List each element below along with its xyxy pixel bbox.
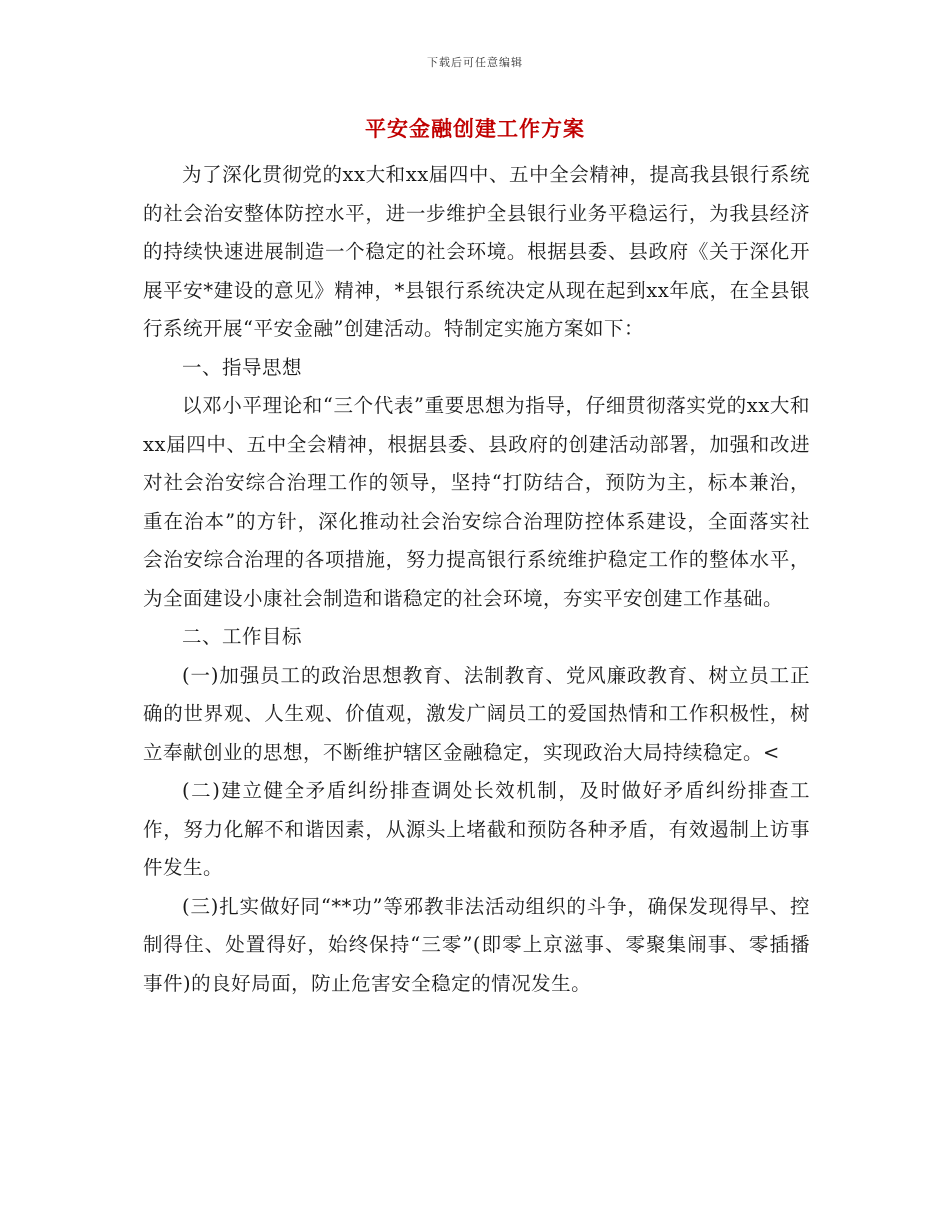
work-goal-item-2: (二)建立健全矛盾纠纷排查调处长效机制，及时做好矛盾纠纷排查工作，努力化解不和谐因素，从源头上堵截和预防各种矛盾，有效遏制上访事件发生。 [143,779,810,879]
document-title: 平安金融创建工作方案 [365,116,585,141]
intro-paragraph: 为了深化贯彻党的xx大和xx届四中、五中全会精神，提高我县银行系统的社会治安整体防控水平，进一步维护全县银行业务平稳运行，为我县经济的持续快速进展制造一个稳定的社会环境。根据县委、县政府《关于深化开展平安*建设的意见》精神，*县银行系统决定从现在起到xx年底，在全县银行系统开展“平安金融”创建活动。特制定实施方案如下： [143,163,810,340]
section-heading-guiding-ideology: 一、指导思想 [182,355,303,379]
work-goal-item-1: (一)加强员工的政治思想教育、法制教育、党风廉政教育、树立员工正确的世界观、人生观、价值观，激发广阔员工的爱国热情和工作积极性，树立奉献创业的思想，不断维护辖区金融稳定，实现政治大局持续稳定。< [143,663,810,764]
section-heading-work-goals: 二、工作目标 [182,625,303,648]
guiding-ideology-paragraph: 以邓小平理论和“三个代表”重要思想为指导，仔细贯彻落实党的xx大和xx届四中、五中全会精神，根据县委、县政府的创建活动部署，加强和改进对社会治安综合治理工作的领导，坚持“打防结合，预防为主，标本兼治，重在治本”的方针，深化推动社会治安综合治理防控体系建设，全面落实社会治安综合治理的各项措施，努力提高银行系统维护稳定工作的整体水平，为全面建设小康社会制造和谐稳定的社会环境，夯实平安创建工作基础。 [143,394,810,610]
document-body [143,156,810,1003]
page-header-note: 下载后可任意编辑 [427,56,523,69]
work-goal-item-3: (三)扎实做好同“**功”等邪教非法活动组织的斗争，确保发现得早、控制得住、处置得好，始终保持“三零”(即零上京滋事、零聚集闹事、零插播事件)的良好局面，防止危害安全稳定的情况发生。 [143,894,810,995]
